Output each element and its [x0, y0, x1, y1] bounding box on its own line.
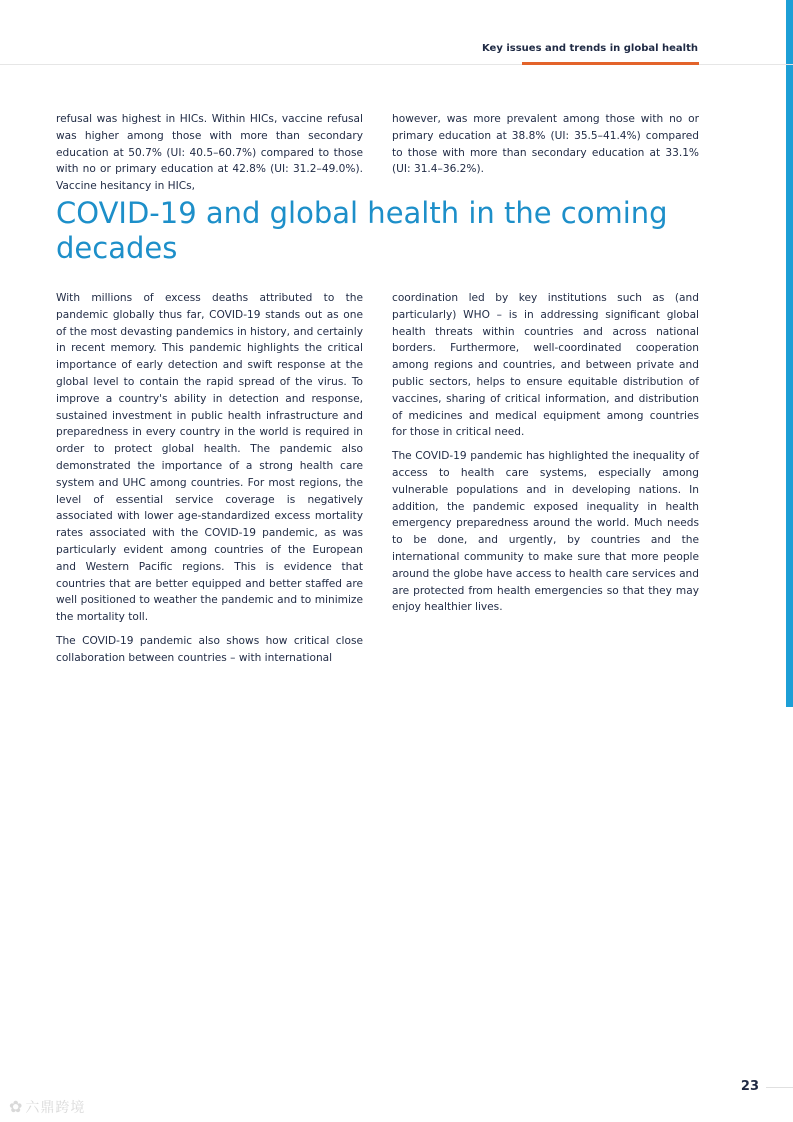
section-right-column — [392, 290, 699, 623]
body-paragraph: The COVID-19 pandemic also shows how critical close collaboration between countries – with international — [56, 634, 363, 664]
header-accent-underline — [522, 62, 699, 65]
body-paragraph: With millions of excess deaths attributed to the pandemic globally thus far, COVID-19 stands out as one of the most devasting pandemics in history, and certainly in recent memory. This pandemic highlights the critical importance of early detection and swift response at the global level to contain the rapid spread of the virus. To improve a country's ability in detection and response, sustained investment in public health infrastructure and preparedness in every country in the world is required in order to protect global health. The pandemic also demonstrated the importance of a strong health care system and UHC among countries. For most regions, the level of essential service coverage is negatively associated with lower age-standardized excess mortality rates associated with the COVID-19 pandemic, as was particularly evident among countries of the European and Western Pacific regions. This is evidence that countries that are better equipped and better staffed are well positioned to weather the pandemic and to minimize the mortality toll. — [56, 292, 363, 624]
body-paragraph: coordination led by key institutions such as (and particularly) WHO – is in addressing significant global health threats within countries and across national borders. Furthermore, well-coordinated cooperation among regions and countries, and between private and public sectors, helps to ensure equitable distribution of vaccines, sharing of critical information, and distribution of medicines and medical equipment among countries for those in critical need. — [392, 292, 699, 439]
watermark-logo-icon: ✿ — [9, 1097, 24, 1116]
top-right-column — [392, 111, 699, 185]
section-left-column — [56, 290, 363, 674]
running-header-title: Key issues and trends in global health — [481, 43, 698, 54]
watermark — [9, 1097, 85, 1117]
top-left-column — [56, 111, 363, 202]
body-paragraph: The COVID-19 pandemic has highlighted the inequality of access to health care systems, especially among vulnerable populations and in developing nations. In addition, the pandemic exposed inequality in health emergency preparedness around the world. Much needs to be done, and urgently, by countries and the international community to make sure that more people around the globe have access to health care services and are protected from health emergencies so that they may enjoy healthier lives. — [392, 450, 699, 614]
watermark-text: 六鼎跨境 — [25, 1100, 86, 1116]
side-accent-bar — [786, 0, 793, 707]
section-heading: COVID-19 and global health in the coming decades — [56, 196, 668, 265]
page-number: 23 — [740, 1079, 759, 1094]
body-paragraph: refusal was highest in HICs. Within HICs, vaccine refusal was higher among those with more than secondary education at 50.7% (UI: 40.5–60.7%) compared to those with no or primary education at 42.8% (UI: 31.2–49.0%). Vaccine hesitancy in HICs, — [56, 113, 363, 193]
body-paragraph: however, was more prevalent among those with no or primary education at 38.8% (UI: 35.5–41.4%) compared to those with more than secondary education at 33.1% (UI: 31.4–36.2%). — [392, 113, 699, 176]
footer-divider — [766, 1087, 793, 1088]
